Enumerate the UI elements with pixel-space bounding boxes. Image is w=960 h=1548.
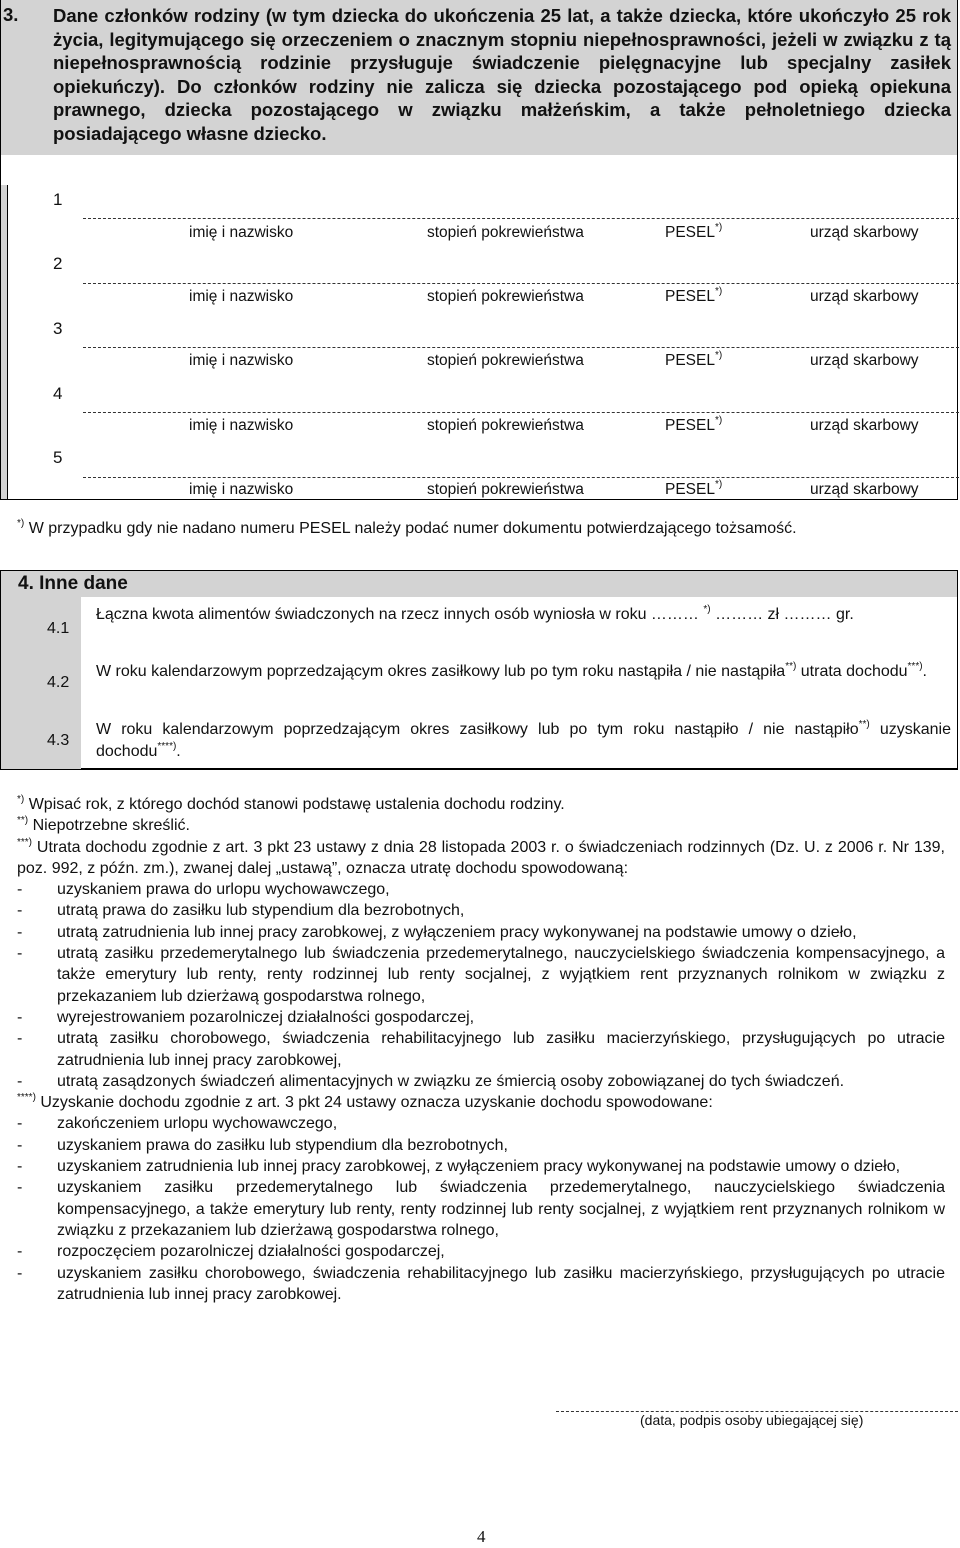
pesel-label: PESEL*) [665,222,723,241]
section-3-box [0,0,958,500]
tax-office-label: urząd skarbowy [810,481,919,498]
member-number: 4 [53,384,63,403]
signature-label: (data, podpis osoby ubiegającej się) [640,1412,864,1428]
list-item: - utratą zasiłku przedemerytalnego lub świadczenia przedemerytalnego, nauczycielskiego świadczenia kompensacyjnego, a także emerytury lub renty, renty rodzinnej lub renty socjalnej, z wyjątkiem rent przyznanych rolnikom w związku z przekazaniem lub dzierżawą gospodarstwa rolnego, [17,945,945,1005]
relation-label: stopień pokrewieństwa [427,352,584,369]
relation-label: stopień pokrewieństwa [427,417,584,434]
list-item: - uzyskaniem prawa do zasiłku lub stypendium dla bezrobotnych, [17,1136,508,1154]
item-number: 4.1 [47,620,70,637]
section-3-number: 3. [3,4,19,25]
list-item: - zakończeniem urlopu wychowawczego, [17,1115,338,1133]
name-label: imię i nazwisko [189,224,294,241]
note-income-loss: ***) Utrata dochodu zgodnie z art. 3 pkt 23 ustawy z dnia 28 listopada 2003 r. o świadczeniach rodzinnych (Dz. U. z 2006 r. Nr 139, poz. 992, z późn. zm.), zwanej dalej „ustawą”, oznacza utratę dochodu spowodowaną: [17,836,946,877]
note-income-gain: ****) Uzyskanie dochodu zgodnie z art. 3 pkt 24 ustawy oznacza uzyskanie dochodu spowodowane: [17,1092,713,1112]
section-3-text: Dane członków rodziny (w tym dziecka do ukończenia 25 lat, a także dziecka, które ukończyło 25 rok życia, legitymującego się orzeczeniem o znacznym stopniu niepełnosprawności, jeżeli w związku z tą niepełnosprawnością rodzinie przysługuje świadczenie pielęgnacyjne lub specjalny zasiłek opiekuńczy). Do członków rodziny nie zalicza się dziecka pozostającego pod opieką opiekuna prawnego, dziecka pozostającego w związku małżeńskim, a także pełnoletniego dziecka posiadającego własne dziecko. [53,5,951,144]
name-label: imię i nazwisko [189,352,294,369]
relation-label: stopień pokrewieństwa [427,224,584,241]
item-number: 4.2 [47,674,70,691]
members-side-strip [1,185,8,499]
tax-office-label: urząd skarbowy [810,288,919,305]
section-4-header [1,571,957,597]
member-number: 1 [53,190,63,209]
relation-label: stopień pokrewieństwa [427,481,584,498]
members-area [1,155,957,499]
page-number: 4 [477,1527,486,1546]
list-item: - uzyskaniem zatrudnienia lub innej pracy zarobkowej, z wyłączeniem pracy wykonywanej na podstawie umowy o dzieło, [17,1158,901,1176]
member-number: 5 [53,448,63,467]
member-entry-line[interactable] [83,477,959,478]
member-entry-line[interactable] [83,347,959,348]
list-item: - utratą zasiłku chorobowego, świadczenia rehabilitacyjnego lub zasiłku macierzyńskiego, przysługujących po utracie zatrudnienia lub innej pracy zarobkowej, [17,1030,945,1069]
section-3-header [1,0,957,155]
name-label: imię i nazwisko [189,481,294,498]
name-label: imię i nazwisko [189,417,294,434]
tax-office-label: urząd skarbowy [810,417,919,434]
section-4-title: 4. Inne dane [18,573,128,594]
section-4-box [0,570,958,770]
member-number: 2 [53,254,63,273]
pesel-label: PESEL*) [665,479,723,498]
tax-office-label: urząd skarbowy [810,352,919,369]
list-item: - wyrejestrowaniem pozarolniczej działalności gospodarczej, [17,1008,475,1026]
name-label: imię i nazwisko [189,288,294,305]
member-number: 3 [53,319,63,338]
tax-office-label: urząd skarbowy [810,224,919,241]
income-loss-item: W roku kalendarzowym poprzedzającym okres zasiłkowy lub po tym roku nastąpiła / nie nastąpiła**) utrata dochodu***). [96,661,927,680]
member-entry-line[interactable] [83,412,959,413]
list-item: - uzyskaniem zasiłku chorobowego, świadczenia rehabilitacyjnego lub zasiłku macierzyńskiego, przysługujących po utracie zatrudnienia lub innej pracy zarobkowej. [17,1264,945,1303]
item-number: 4.3 [47,732,70,749]
footnotes [17,794,945,1305]
list-item: - rozpoczęciem pozarolniczej działalności gospodarczej, [17,1243,445,1261]
note-year: *) Wpisać rok, z którego dochód stanowi podstawę ustalenia dochodu rodziny. [17,794,565,813]
list-item: - utratą zatrudnienia lub innej pracy zarobkowej, z wyłączeniem pracy wykonywanej na podstawie umowy o dzieło, [17,923,857,941]
pesel-label: PESEL*) [665,286,723,305]
member-entry-line[interactable] [83,218,959,219]
income-gain-item: W roku kalendarzowym poprzedzającym okres zasiłkowy lub po tym roku nastąpiło / nie nastąpiło**) uzyskanie dochodu****). [96,719,951,760]
pesel-label: PESEL*) [665,350,723,369]
list-item: - uzyskaniem prawa do urlopu wychowawczego, [17,881,390,899]
note-strike: **) Niepotrzebne skreślić. [17,815,190,835]
pesel-footnote: *) W przypadku gdy nie nadano numeru PESEL należy podać numer dokumentu potwierdzającego tożsamość. [17,518,797,537]
list-item: - utratą zasądzonych świadczeń alimentacyjnych w związku ze śmiercią osoby zobowiązanej do tych świadczeń. [17,1072,845,1090]
alimony-item: Łączna kwota alimentów świadczonych na rzecz innych osób wyniosła w roku ……… *) ……… zł ……… gr. [96,604,854,623]
relation-label: stopień pokrewieństwa [427,288,584,305]
member-entry-line[interactable] [83,283,959,284]
list-item: - utratą prawa do zasiłku lub stypendium dla bezrobotnych, [17,902,465,920]
list-item: - uzyskaniem zasiłku przedemerytalnego lub świadczenia przedemerytalnego, nauczycielskiego świadczenia kompensacyjnego, a także emerytury lub renty, renty rodzinnej lub renty socjalnej, z wyjątkiem rent przyznanych rolnikom w związku z przekazaniem lub dzierżawą gospodarstwa rolnego, [17,1179,945,1239]
pesel-label: PESEL*) [665,415,723,434]
